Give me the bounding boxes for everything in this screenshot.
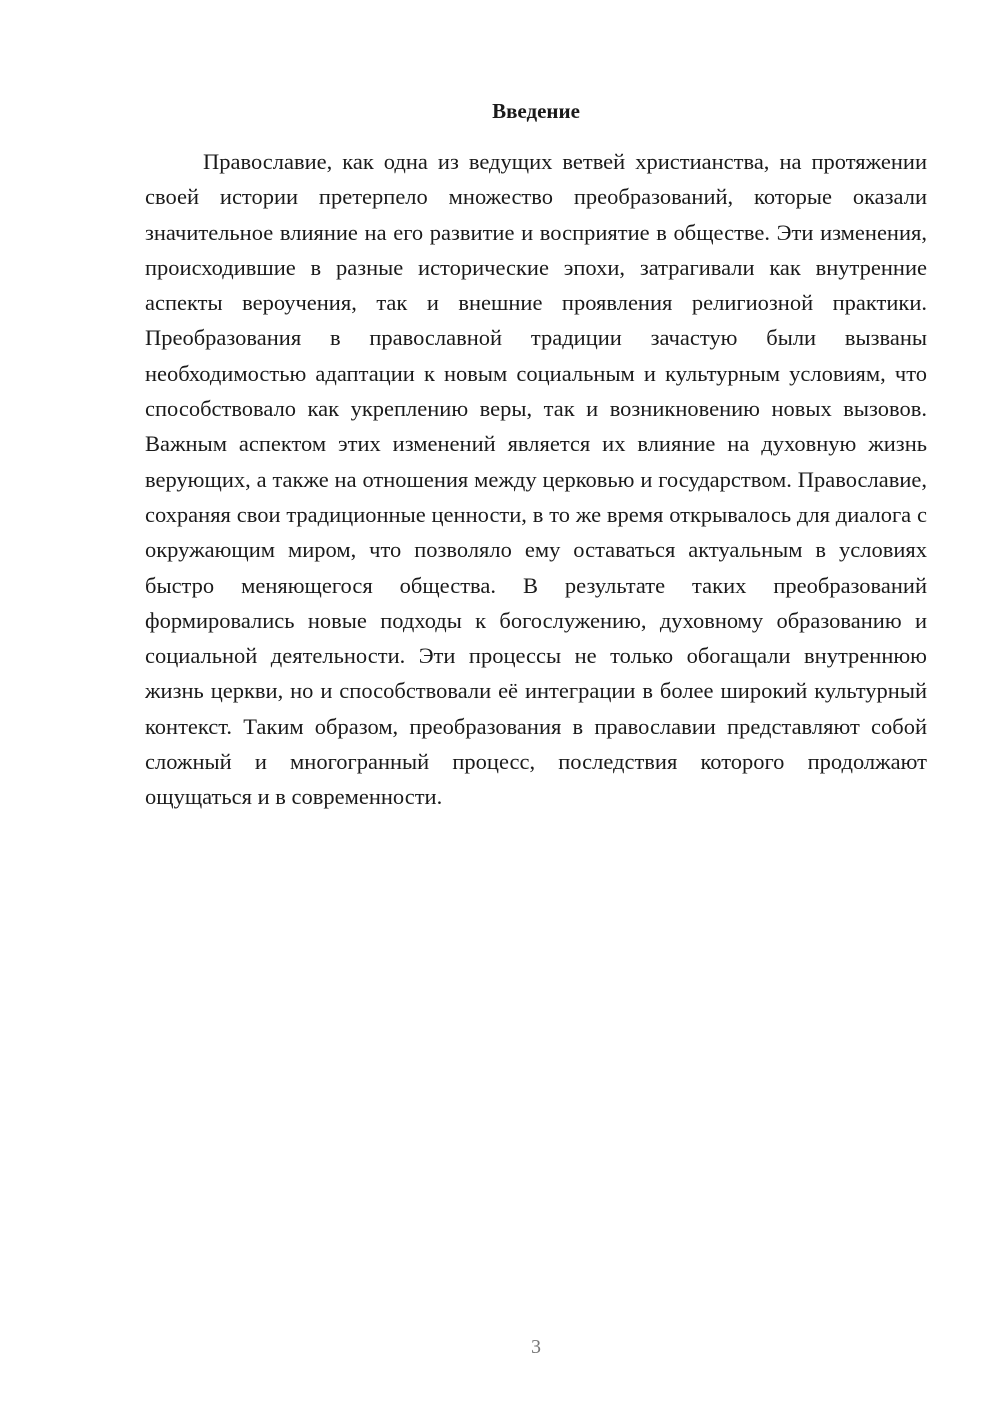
page-number: 3: [531, 1336, 541, 1358]
body-paragraph: Православие, как одна из ведущих ветвей христианства, на протяжении своей истории претерпело множество преобразований, которые оказали значительное влияние на его развитие и восприятие в обществе. Эти изменения, происходившие в разные исторические эпохи, затрагивали как внутренние аспекты вероучения, так и внешние проявления религиозной практики. Преобразования в православной традиции зачастую были вызваны необходимостью адаптации к новым социальным и культурным условиям, что способствовало как укреплению веры, так и возникновению новых вызовов. Важным аспектом этих изменений является их влияние на духовную жизнь верующих, а также на отношения между церковью и государством. Православие, сохраняя свои традиционные ценности, в то же время открывалось для диалога с окружающим миром, что позволяло ему оставаться актуальным в условиях быстро меняющегося общества. В результате таких преобразований формировались новые подходы к богослужению, духовному образованию и социальной деятельности. Эти процессы не только обогащали внутреннюю жизнь церкви, но и способствовали её интеграции в более широкий культурный контекст. Таким образом, преобразования в православии представляют собой сложный и многогранный процесс, последствия которого продолжают ощущаться и в современности.: [145, 149, 927, 810]
section-heading: Введение: [492, 99, 580, 123]
